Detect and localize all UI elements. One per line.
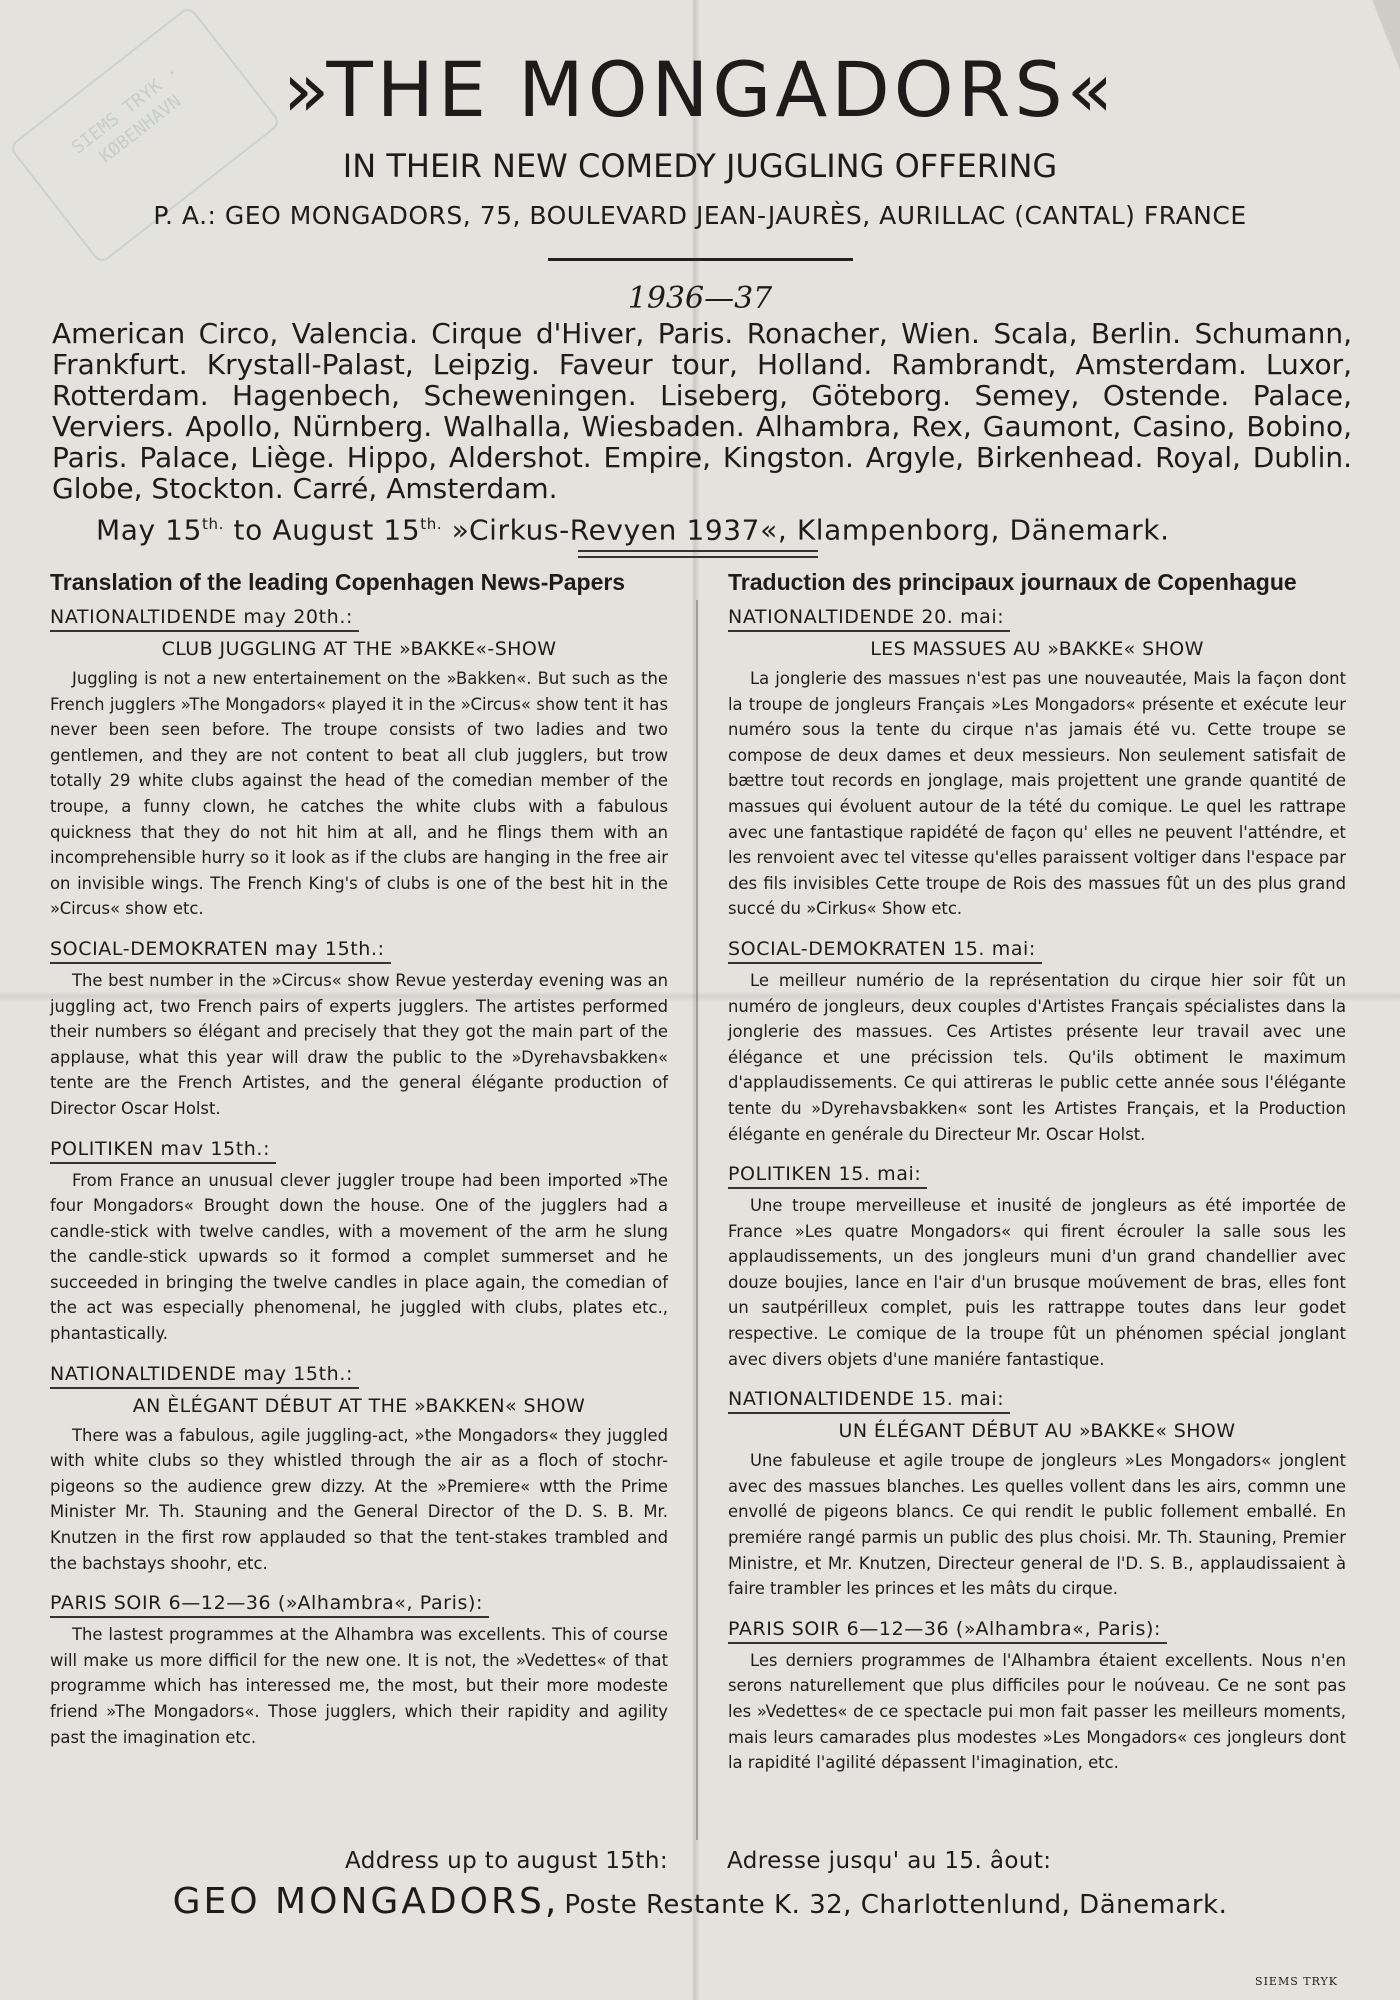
article-body: Une troupe merveilleuse et inusité de jongleurs as été importée de France »Les quatre Mongadors« qui firent écrouler la salle sous les applaudissements, un des jongleurs muni d'un grand chandellier avec douze boujies, lance en l'air d'un brusque moúvement de bras, elles font un sautpérilleux complet, puis les rattrappe toutes dans leur godet respective. Le comique de la troupe fût un phénomen spécial jonglant avec divers objets d'une maniére fantastique. (728, 1196, 1346, 1369)
french-column-heading: Traduction des principaux journaux de Copenhague (728, 569, 1297, 595)
engagement-start: May 15 (96, 513, 203, 547)
article-body: From France an unusual clever juggler troupe had been imported »The four Mongadors« Brought down the house. One of the jugglers had a candle-stick with twelve candles, with a movement of the arm he slung the candle-stick upwards so it formod a complet summerset and he succeeded in bringing the twelve candles in place again, the comedian of the act was especially phenomenal, he juggled with clubs, plates etc., phantastically. (50, 1170, 668, 1344)
flyer-title: »THE MONGADORS« (282, 45, 1118, 134)
article-headline: LES MASSUES AU »BAKKE« SHOW (870, 638, 1204, 660)
newspaper-name: SOCIAL-DEMOKRATEN 15. mai: (728, 936, 1042, 964)
article (50, 604, 668, 922)
newspaper-name: NATIONALTIDENDE 15. mai: (728, 1386, 1010, 1414)
article-body: The lastest programmes at the Alhambra was excellents. This of course will make us more difficil for the new one. It is not, the »Vedettes« of that programme which has interessed me, the most, but their more modeste friend »The Mongadors«. Those jugglers, which their rapidity and agility past the imagination etc. (50, 1625, 668, 1747)
column-divider (696, 600, 698, 1840)
article-headline: CLUB JUGGLING AT THE »BAKKE«-SHOW (161, 638, 557, 660)
section-double-rule (578, 550, 818, 558)
engagement-start-sup: th. (202, 515, 224, 533)
article-body: The best number in the »Circus« show Revue yesterday evening was an juggling act, two French pairs of experts jugglers. The artistes performed their numbers so élégant and precisely that they got the main part of the applause, what this year will draw the public to the »Dyrehavsbakken« tente are the French Artistes, and the general élégante production of Director Oscar Holst. (50, 970, 668, 1118)
article (50, 1136, 668, 1347)
english-column-heading: Translation of the leading Copenhagen News-Papers (50, 569, 626, 595)
article (728, 936, 1346, 1147)
article-headline: UN ÉLÉGANT DÉBUT AU »BAKKE« SHOW (838, 1420, 1236, 1443)
article-body: Une fabuleuse et agile troupe de jongleurs »Les Mongadors« jonglent avec des massues blanches. Les quelles vollent dans les airs, commn une envollé de pigeons blancs. Ce qui rendit le public follement emballé. En premiére rangé parmis un public des plus choisi. Mr. Th. Stauning, Premier Ministre, et Mr. Knutzen, Directeur general de l'D. S. B., applaudissaient à faire trambler les princes et les mâts du cirque. (728, 1451, 1346, 1599)
article (728, 1386, 1346, 1602)
engagement-line (96, 507, 1170, 547)
newspaper-name: POLITIKEN mav 15th.: (50, 1136, 276, 1164)
article (728, 604, 1346, 922)
footer-address (0, 1878, 1400, 1932)
article (728, 1161, 1346, 1372)
article-body: Le meilleur numério de la représentation du cirque hier soir fût un numéro de jongleurs, deux couples d'Artistes Français spécialistes dans la jonglerie des massues. Ces Artistes présente leur travail avec une élégance et une précission tels. Qu'ils obtiment le maximum d'applaudissements. Ce qui attireras le public cette année sous l'élégante tente du »Dyrehavsbakken« sont les Artistes Français, et la Production élégante en genérale du Directeur Mr. Oscar Holst. (728, 970, 1346, 1144)
faded-stamp: SIEMS TRYK · KØBENHAVN (8, 5, 282, 265)
article-body: La jonglerie des massues n'est pas une nouveautée, Mais la façon dont la troupe de jongleurs Français »Les Mongadors« présente et exécute leur numéro sous la tente du cirque n'as jamais été vu. Cette troupe se compose de deux dames et deux messieurs. Non seulement satisfait de bættre tout records en jonglage, mais projettent une grande quantité de massues qui évoluent autour de la tété du comique. Le quel les rattrape avec une fantastique rapidété de façon qu' elles ne peuvent l'atténdre, et les renvoient avec tel vitesse qu'elles paraissent voltiger dans l'espace par des fils invisibles Cette troupe de Rois des massues fût un des plus grand succé du »Cirkus« Show etc. (728, 669, 1346, 919)
newspaper-name: NATIONALTIDENDE may 20th.: (50, 604, 359, 632)
article-headline: AN ÈLÉGANT DÉBUT AT THE »BAKKEN« SHOW (132, 1394, 586, 1417)
newspaper-name: NATIONALTIDENDE 20. mai: (728, 604, 1010, 632)
venues-list: American Circo, Valencia. Cirque d'Hiver, Paris. Ronacher, Wien. Scala, Berlin. Schumann, Frankfurt. Krystall-Palast, Leipzig. Faveur tour, Holland. Rambrandt, Amsterdam. Luxor, Rotterdam. Hagenbech, Scheweningen. Liseberg, Göteborg. Semey, Ostende. Palace, Verviers. Apollo, Nürnberg. Walhalla, Wiesbaden. Alhambra, Rex, Gaumont, Casino, Bobino, Paris. Palace, Liège. Hippo, Aldershot. Empire, Kingston. Argyle, Birkenhead. Royal, Dublin. Globe, Stockton. Carré, Amsterdam. (52, 317, 1352, 505)
address-label-fr: Adresse jusqu' au 15. âout: (727, 1848, 1052, 1874)
article-body: There was a fabulous, agile juggling-act, »the Mongadors« they juggled with white clubs so they whistled through the air as a floch of stochr-pigeons so the audience grew dizzy. At the »Premiere« wtth the Prime Minister Mr. Th. Stauning and the General Director of the D. S. B. Mr. Knutzen in the first row applauded so that the tent-stakes trambled and the bachstays shoohr, etc. (50, 1425, 668, 1573)
flyer-subtitle: IN THEIR NEW COMEDY JUGGLING OFFERING (342, 147, 1058, 185)
newspaper-name: PARIS SOIR 6—12—36 (»Alhambra«, Paris): (728, 1616, 1167, 1644)
newspaper-name: PARIS SOIR 6—12—36 (»Alhambra«, Paris): (50, 1590, 489, 1618)
address-label-en: Address up to august 15th: (345, 1848, 668, 1874)
article (50, 1361, 668, 1577)
season-label: 1936—37 (627, 281, 773, 316)
newspaper-name: POLITIKEN 15. mai: (728, 1161, 927, 1189)
article (50, 1590, 668, 1750)
article-body: Juggling is not a new entertainement on the »Bakken«. But such as the French jugglers »The Mongadors« played it in the »Circus« show tent it has never been seen before. The troupe consists of two ladies and two gentlemen, and they are not content to beat all club jugglers, but trow totally 29 white clubs against the head of the comedian member of the troupe, a funny clown, he catches the white clubs with a fabulous quickness that they do not hit him at all, and he flings them with an incomprehensible hurry so it look as if the clubs are hanging in the free air on invisible wings. The French King's of clubs is one of the best hit in the »Circus« show etc. (50, 669, 668, 919)
printer-mark: SIEMS TRYK (1255, 1975, 1338, 1988)
english-articles (50, 604, 668, 1750)
newspaper-name: SOCIAL-DEMOKRATEN may 15th.: (50, 936, 391, 964)
engagement-to: to August 15 (233, 513, 421, 547)
footer-address-rest: Poste Restante K. 32, Charlottenlund, Dänemark. (564, 1890, 1228, 1920)
article (50, 936, 668, 1122)
pa-address: P. A.: GEO MONGADORS, 75, BOULEVARD JEAN-JAURÈS, AURILLAC (CANTAL) FRANCE (153, 201, 1247, 230)
french-column (728, 566, 1346, 1790)
flyer-header (0, 40, 1400, 317)
french-articles (728, 604, 1346, 1776)
newspaper-name: NATIONALTIDENDE may 15th.: (50, 1361, 359, 1389)
header-rule (548, 258, 853, 261)
engagement-to-sup: th. (420, 515, 443, 533)
article (728, 1616, 1346, 1776)
engagement-venue: »Cirkus-Revyen 1937«, Klampenborg, Dänemark. (451, 513, 1170, 547)
english-column (50, 566, 668, 1764)
article-body: Les derniers programmes de l'Alhambra étaient excellents. Nous n'en serons naturellement que plus difficiles pour le noúveau. Ce ne sont pas les »Vedettes« de ce spectacle pui mon fait passer les meilleurs moments, mais leurs camarades plus modestes »Les Mongadors« ces jongleurs dont la rapidité l'agilité dépassent l'imagination, etc. (728, 1650, 1346, 1773)
footer-name: GEO MONGADORS, (172, 1881, 560, 1922)
